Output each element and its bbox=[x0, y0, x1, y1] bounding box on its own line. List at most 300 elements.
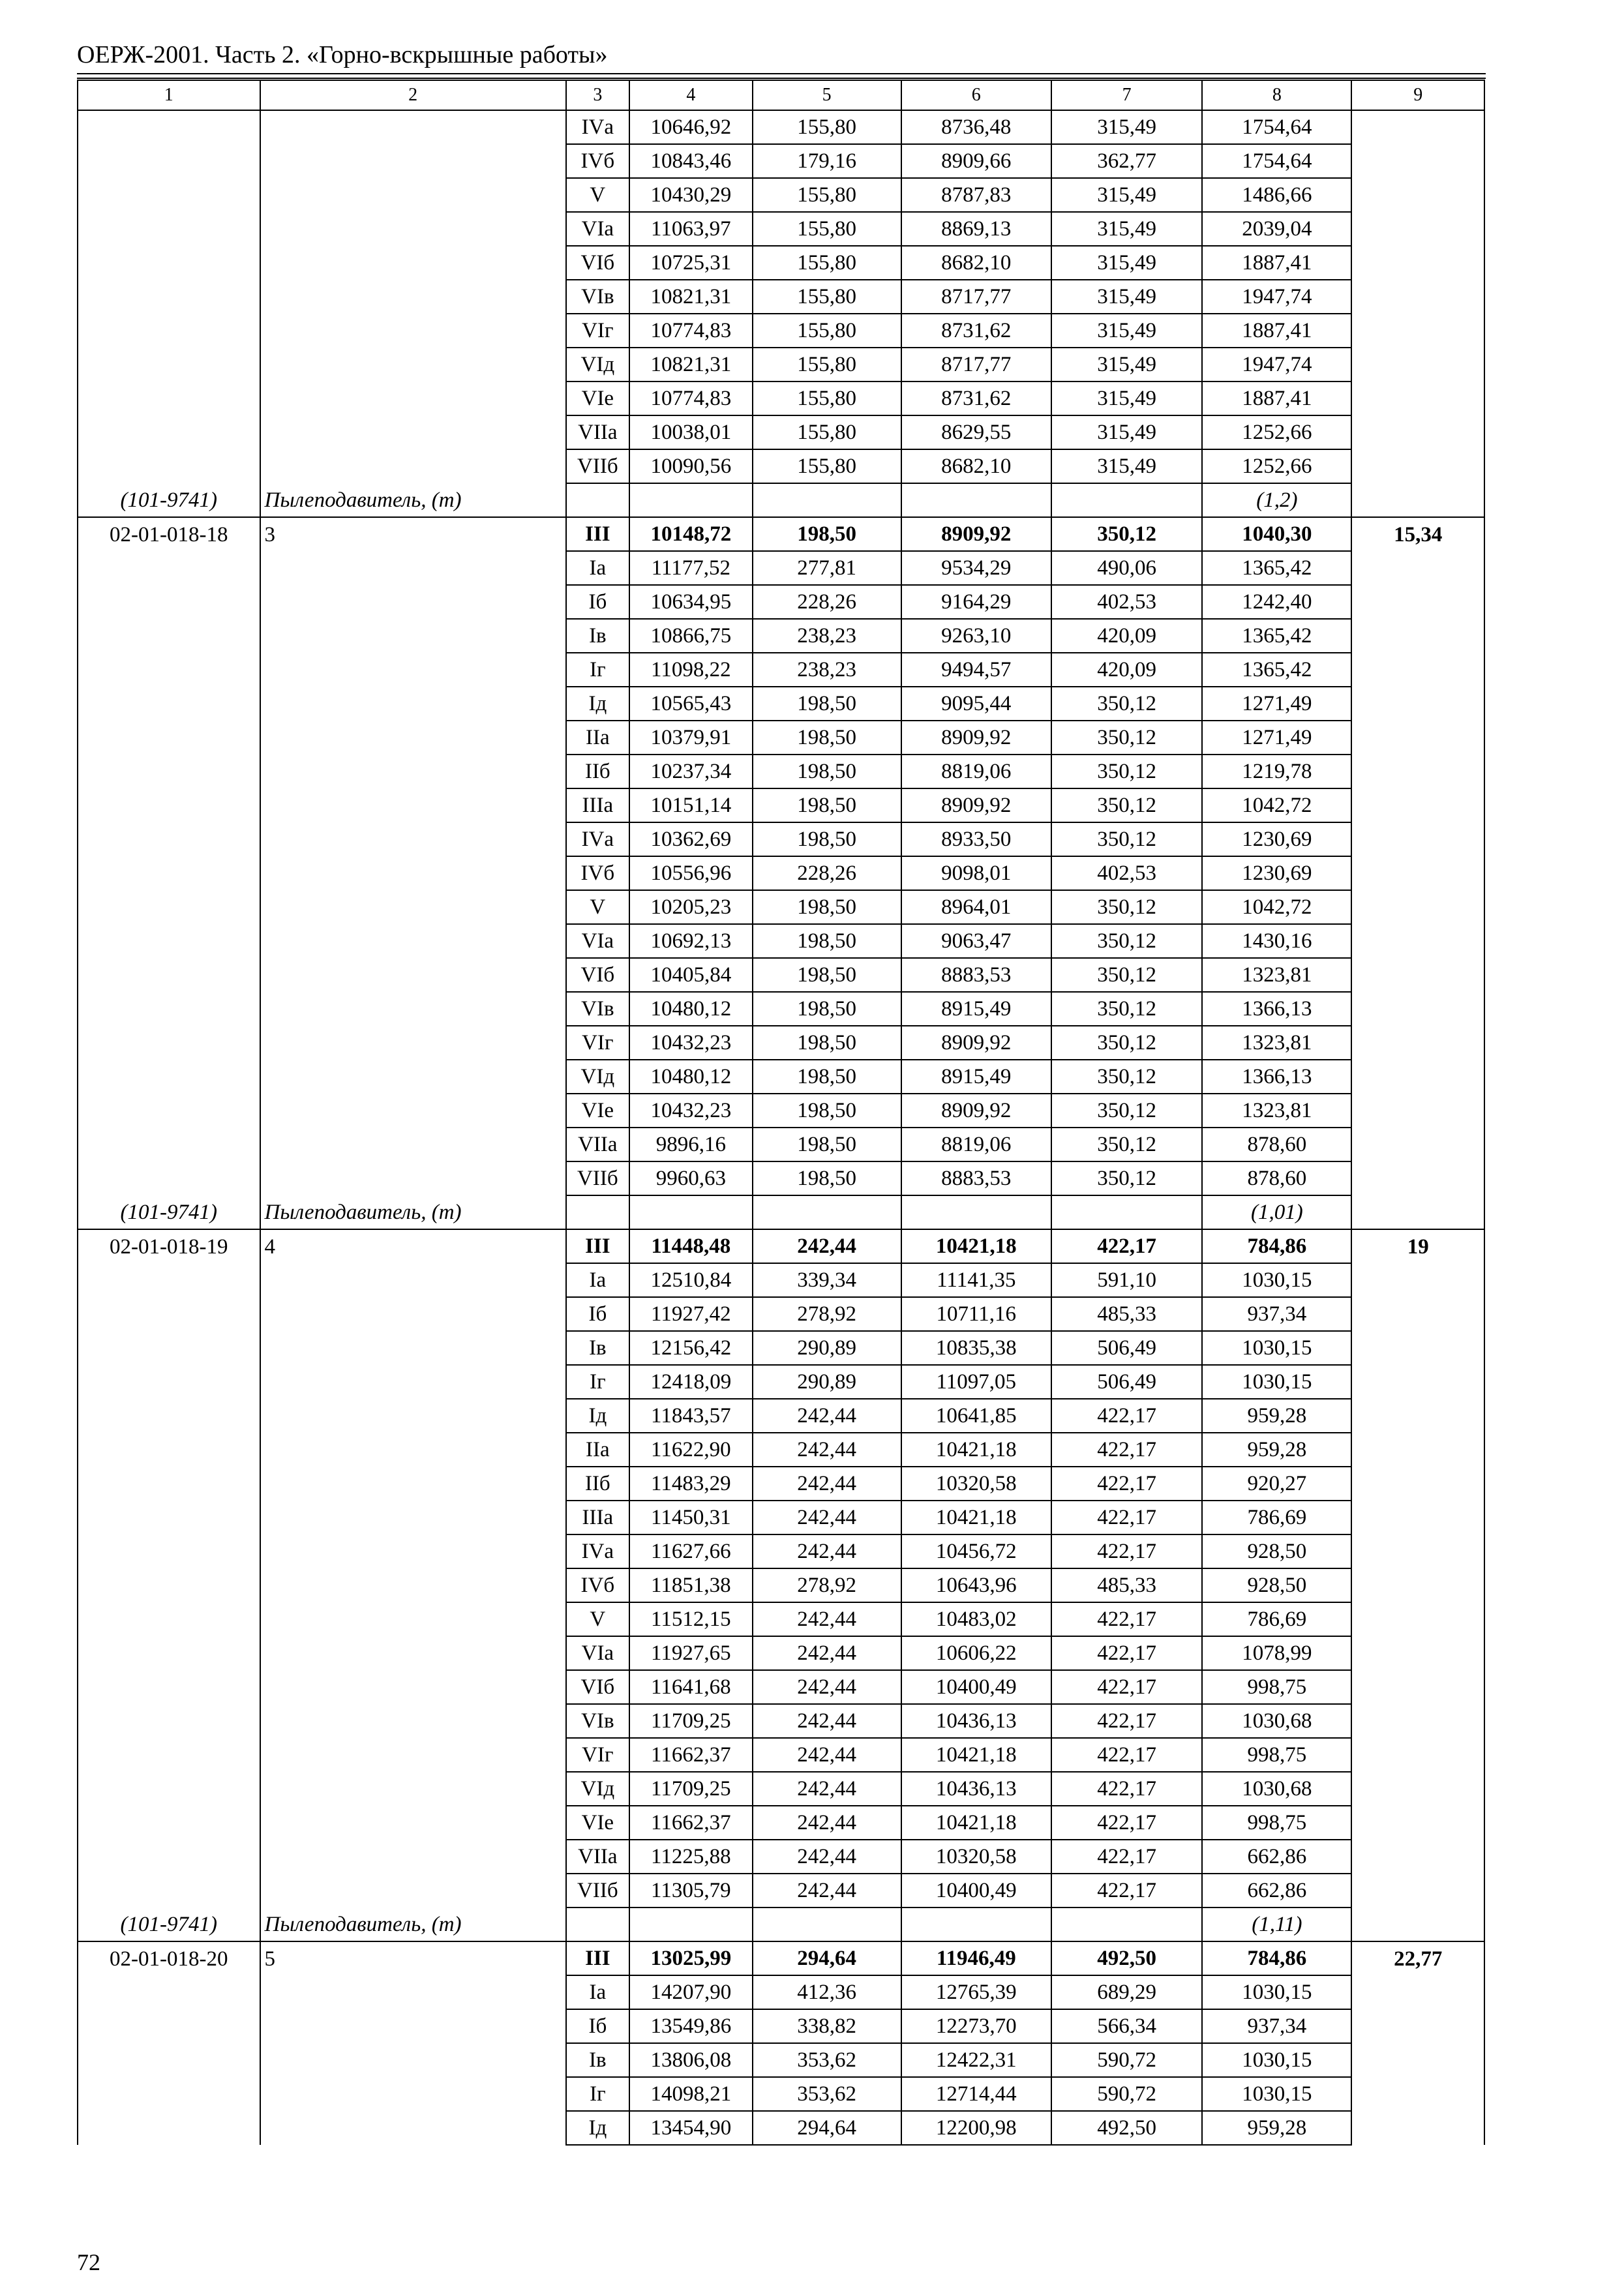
labor-cell bbox=[1351, 619, 1484, 653]
value-cell: 8883,53 bbox=[901, 1161, 1051, 1195]
labor-cell bbox=[1351, 788, 1484, 822]
table-row bbox=[78, 1399, 1484, 1433]
material-quantity: (1,01) bbox=[1202, 1195, 1351, 1229]
rate-code-cell bbox=[78, 1704, 260, 1738]
value-cell: 315,49 bbox=[1051, 382, 1202, 415]
work-name-cell bbox=[260, 1806, 566, 1840]
value-cell: 198,50 bbox=[753, 992, 901, 1026]
territory-zone-cell: VIб bbox=[566, 958, 629, 992]
value-cell: 11450,31 bbox=[629, 1501, 752, 1534]
value-cell: 198,50 bbox=[753, 1128, 901, 1161]
value-cell: 315,49 bbox=[1051, 246, 1202, 280]
header-rule-double bbox=[77, 78, 1486, 79]
table-row bbox=[78, 1534, 1484, 1568]
column-number-row bbox=[78, 80, 1484, 110]
labor-cell bbox=[1351, 1568, 1484, 1602]
value-cell: 1430,16 bbox=[1202, 924, 1351, 958]
work-name-cell bbox=[260, 551, 566, 585]
table-row bbox=[78, 992, 1484, 1026]
value-cell: 485,33 bbox=[1051, 1297, 1202, 1331]
value-cell: 1323,81 bbox=[1202, 1094, 1351, 1128]
value-cell: 998,75 bbox=[1202, 1738, 1351, 1772]
empty-cell bbox=[753, 1908, 901, 1941]
rate-code-cell bbox=[78, 178, 260, 212]
value-cell: 422,17 bbox=[1051, 1806, 1202, 1840]
work-name-cell bbox=[260, 1433, 566, 1467]
value-cell: 10430,29 bbox=[629, 178, 752, 212]
value-cell: 422,17 bbox=[1051, 1229, 1202, 1263]
rate-code-cell bbox=[78, 1975, 260, 2009]
value-cell: 350,12 bbox=[1051, 924, 1202, 958]
table-row bbox=[78, 110, 1484, 144]
territory-zone-cell: III bbox=[566, 1941, 629, 1975]
value-cell: 11641,68 bbox=[629, 1670, 752, 1704]
value-cell: 1030,68 bbox=[1202, 1704, 1351, 1738]
column-number: 6 bbox=[901, 80, 1051, 110]
labor-cell bbox=[1351, 1636, 1484, 1670]
value-cell: 10480,12 bbox=[629, 992, 752, 1026]
document-title: ОЕРЖ-2001. Часть 2. «Горно-вскрышные работы» bbox=[77, 41, 608, 68]
territory-zone-cell: VIа bbox=[566, 1636, 629, 1670]
work-name-cell bbox=[260, 687, 566, 721]
table-row bbox=[78, 246, 1484, 280]
rate-code-cell bbox=[78, 1161, 260, 1195]
value-cell: 11097,05 bbox=[901, 1365, 1051, 1399]
rate-code-cell bbox=[78, 1060, 260, 1094]
labor-cell bbox=[1351, 1331, 1484, 1365]
rate-code-cell bbox=[78, 280, 260, 314]
value-cell: 8736,48 bbox=[901, 110, 1051, 144]
value-cell: 12273,70 bbox=[901, 2009, 1051, 2043]
value-cell: 485,33 bbox=[1051, 1568, 1202, 1602]
value-cell: 339,34 bbox=[753, 1263, 901, 1297]
value-cell: 937,34 bbox=[1202, 2009, 1351, 2043]
page-number: 72 bbox=[77, 2249, 100, 2275]
rate-code-cell bbox=[78, 822, 260, 856]
labor-cell bbox=[1351, 1297, 1484, 1331]
value-cell: 1887,41 bbox=[1202, 314, 1351, 348]
value-cell: 590,72 bbox=[1051, 2043, 1202, 2077]
work-name-cell bbox=[260, 1365, 566, 1399]
value-cell: 8964,01 bbox=[901, 890, 1051, 924]
territory-zone-cell: VIIа bbox=[566, 1128, 629, 1161]
value-cell: 10646,92 bbox=[629, 110, 752, 144]
value-cell: 422,17 bbox=[1051, 1534, 1202, 1568]
rate-code-cell bbox=[78, 2043, 260, 2077]
value-cell: 350,12 bbox=[1051, 1094, 1202, 1128]
labor-cell bbox=[1351, 551, 1484, 585]
territory-zone-cell: IVб bbox=[566, 144, 629, 178]
rate-code-cell bbox=[78, 890, 260, 924]
value-cell: 338,82 bbox=[753, 2009, 901, 2043]
rate-code-cell bbox=[78, 992, 260, 1026]
value-cell: 1365,42 bbox=[1202, 653, 1351, 687]
labor-cell: 19 bbox=[1351, 1229, 1484, 1263]
labor-cell bbox=[1351, 2009, 1484, 2043]
value-cell: 1078,99 bbox=[1202, 1636, 1351, 1670]
value-cell: 8787,83 bbox=[901, 178, 1051, 212]
value-cell: 9063,47 bbox=[901, 924, 1051, 958]
labor-cell bbox=[1351, 1840, 1484, 1874]
value-cell: 11141,35 bbox=[901, 1263, 1051, 1297]
value-cell: 198,50 bbox=[753, 1026, 901, 1060]
value-cell: 9896,16 bbox=[629, 1128, 752, 1161]
value-cell: 155,80 bbox=[753, 178, 901, 212]
rate-code-cell bbox=[78, 788, 260, 822]
table-row bbox=[78, 822, 1484, 856]
territory-zone-cell: Iд bbox=[566, 2111, 629, 2145]
work-name-cell bbox=[260, 449, 566, 483]
page-header bbox=[77, 39, 1486, 79]
empty-cell bbox=[753, 483, 901, 517]
value-cell: 402,53 bbox=[1051, 585, 1202, 619]
empty-cell bbox=[566, 1195, 629, 1229]
value-cell: 492,50 bbox=[1051, 2111, 1202, 2145]
value-cell: 928,50 bbox=[1202, 1534, 1351, 1568]
value-cell: 10421,18 bbox=[901, 1806, 1051, 1840]
work-name-cell bbox=[260, 1738, 566, 1772]
value-cell: 198,50 bbox=[753, 958, 901, 992]
value-cell: 1030,15 bbox=[1202, 1331, 1351, 1365]
table-row bbox=[78, 1501, 1484, 1534]
territory-zone-cell: Iд bbox=[566, 1399, 629, 1433]
value-cell: 10237,34 bbox=[629, 755, 752, 788]
value-cell: 10634,95 bbox=[629, 585, 752, 619]
value-cell: 937,34 bbox=[1202, 1297, 1351, 1331]
value-cell: 12418,09 bbox=[629, 1365, 752, 1399]
work-name-cell bbox=[260, 958, 566, 992]
rate-code-cell bbox=[78, 619, 260, 653]
labor-cell bbox=[1351, 2111, 1484, 2145]
value-cell: 198,50 bbox=[753, 687, 901, 721]
value-cell: 315,49 bbox=[1051, 415, 1202, 449]
labor-cell bbox=[1351, 755, 1484, 788]
value-cell: 155,80 bbox=[753, 246, 901, 280]
value-cell: 8933,50 bbox=[901, 822, 1051, 856]
labor-cell bbox=[1351, 958, 1484, 992]
value-cell: 8909,92 bbox=[901, 788, 1051, 822]
table-row bbox=[78, 721, 1484, 755]
value-cell: 278,92 bbox=[753, 1297, 901, 1331]
material-row bbox=[78, 1908, 1484, 1941]
value-cell: 9960,63 bbox=[629, 1161, 752, 1195]
value-cell: 8682,10 bbox=[901, 246, 1051, 280]
value-cell: 242,44 bbox=[753, 1501, 901, 1534]
table-row bbox=[78, 2077, 1484, 2111]
table-row bbox=[78, 415, 1484, 449]
table-row bbox=[78, 1433, 1484, 1467]
value-cell: 10725,31 bbox=[629, 246, 752, 280]
table-row bbox=[78, 1975, 1484, 2009]
table-row bbox=[78, 1297, 1484, 1331]
labor-cell bbox=[1351, 822, 1484, 856]
value-cell: 315,49 bbox=[1051, 314, 1202, 348]
value-cell: 11709,25 bbox=[629, 1704, 752, 1738]
table-row bbox=[78, 2111, 1484, 2145]
labor-cell bbox=[1351, 2077, 1484, 2111]
labor-cell bbox=[1351, 1263, 1484, 1297]
value-cell: 198,50 bbox=[753, 890, 901, 924]
value-cell: 1754,64 bbox=[1202, 110, 1351, 144]
value-cell: 11098,22 bbox=[629, 653, 752, 687]
rate-code-cell bbox=[78, 449, 260, 483]
value-cell: 350,12 bbox=[1051, 788, 1202, 822]
table-row bbox=[78, 856, 1484, 890]
value-cell: 8915,49 bbox=[901, 992, 1051, 1026]
labor-cell bbox=[1351, 1094, 1484, 1128]
territory-zone-cell: VIг bbox=[566, 314, 629, 348]
rate-code-cell bbox=[78, 755, 260, 788]
column-number: 7 bbox=[1051, 80, 1202, 110]
empty-cell bbox=[1351, 1195, 1484, 1229]
territory-zone-cell: VIе bbox=[566, 1806, 629, 1840]
value-cell: 878,60 bbox=[1202, 1161, 1351, 1195]
work-name-cell bbox=[260, 144, 566, 178]
table-row bbox=[78, 517, 1484, 551]
value-cell: 10148,72 bbox=[629, 517, 752, 551]
value-cell: 591,10 bbox=[1051, 1263, 1202, 1297]
value-cell: 1030,15 bbox=[1202, 2043, 1351, 2077]
value-cell: 10320,58 bbox=[901, 1467, 1051, 1501]
rate-code-cell bbox=[78, 2077, 260, 2111]
rate-code-cell bbox=[78, 1501, 260, 1534]
value-cell: 242,44 bbox=[753, 1399, 901, 1433]
work-name-cell bbox=[260, 1399, 566, 1433]
table-body bbox=[78, 80, 1484, 2145]
value-cell: 12510,84 bbox=[629, 1263, 752, 1297]
value-cell: 10400,49 bbox=[901, 1874, 1051, 1908]
work-name-cell bbox=[260, 1568, 566, 1602]
table-row bbox=[78, 687, 1484, 721]
value-cell: 10436,13 bbox=[901, 1704, 1051, 1738]
value-cell: 315,49 bbox=[1051, 212, 1202, 246]
value-cell: 350,12 bbox=[1051, 721, 1202, 755]
territory-zone-cell: IIIа bbox=[566, 788, 629, 822]
work-name-cell bbox=[260, 246, 566, 280]
value-cell: 1365,42 bbox=[1202, 551, 1351, 585]
work-name-cell: 5 bbox=[260, 1941, 566, 1975]
table-row bbox=[78, 653, 1484, 687]
labor-cell bbox=[1351, 1975, 1484, 2009]
value-cell: 2039,04 bbox=[1202, 212, 1351, 246]
work-name-cell bbox=[260, 1060, 566, 1094]
table-row bbox=[78, 144, 1484, 178]
table-row bbox=[78, 788, 1484, 822]
value-cell: 10090,56 bbox=[629, 449, 752, 483]
rates-table bbox=[77, 80, 1485, 2146]
value-cell: 1271,49 bbox=[1202, 687, 1351, 721]
value-cell: 786,69 bbox=[1202, 1602, 1351, 1636]
value-cell: 590,72 bbox=[1051, 2077, 1202, 2111]
value-cell: 315,49 bbox=[1051, 449, 1202, 483]
value-cell: 422,17 bbox=[1051, 1738, 1202, 1772]
value-cell: 10456,72 bbox=[901, 1534, 1051, 1568]
work-name-cell bbox=[260, 1874, 566, 1908]
labor-cell bbox=[1351, 1738, 1484, 1772]
rate-code-cell bbox=[78, 1840, 260, 1874]
value-cell: 8731,62 bbox=[901, 382, 1051, 415]
table-row bbox=[78, 619, 1484, 653]
territory-zone-cell: VIд bbox=[566, 1060, 629, 1094]
value-cell: 490,06 bbox=[1051, 551, 1202, 585]
value-cell: 242,44 bbox=[753, 1806, 901, 1840]
value-cell: 10480,12 bbox=[629, 1060, 752, 1094]
rate-code-cell bbox=[78, 1433, 260, 1467]
territory-zone-cell: VIг bbox=[566, 1738, 629, 1772]
table-row bbox=[78, 1704, 1484, 1738]
header-rule bbox=[77, 73, 1486, 74]
territory-zone-cell: IIа bbox=[566, 1433, 629, 1467]
empty-cell bbox=[566, 1908, 629, 1941]
value-cell: 1366,13 bbox=[1202, 992, 1351, 1026]
table-row bbox=[78, 1365, 1484, 1399]
territory-zone-cell: VIа bbox=[566, 924, 629, 958]
table-row bbox=[78, 924, 1484, 958]
value-cell: 420,09 bbox=[1051, 619, 1202, 653]
value-cell: 1230,69 bbox=[1202, 822, 1351, 856]
value-cell: 662,86 bbox=[1202, 1840, 1351, 1874]
labor-cell bbox=[1351, 1128, 1484, 1161]
column-number: 8 bbox=[1202, 80, 1351, 110]
value-cell: 9164,29 bbox=[901, 585, 1051, 619]
work-name-cell bbox=[260, 415, 566, 449]
value-cell: 689,29 bbox=[1051, 1975, 1202, 2009]
value-cell: 242,44 bbox=[753, 1704, 901, 1738]
value-cell: 11512,15 bbox=[629, 1602, 752, 1636]
value-cell: 8869,13 bbox=[901, 212, 1051, 246]
rate-code-cell bbox=[78, 1331, 260, 1365]
value-cell: 10821,31 bbox=[629, 348, 752, 382]
work-name-cell bbox=[260, 585, 566, 619]
table-row bbox=[78, 1229, 1484, 1263]
value-cell: 11225,88 bbox=[629, 1840, 752, 1874]
rate-code-cell bbox=[78, 856, 260, 890]
value-cell: 353,62 bbox=[753, 2043, 901, 2077]
value-cell: 1042,72 bbox=[1202, 890, 1351, 924]
table-row bbox=[78, 449, 1484, 483]
table-row bbox=[78, 1161, 1484, 1195]
territory-zone-cell: III bbox=[566, 517, 629, 551]
value-cell: 422,17 bbox=[1051, 1704, 1202, 1738]
empty-cell bbox=[901, 1908, 1051, 1941]
work-name-cell bbox=[260, 1467, 566, 1501]
territory-zone-cell: VIб bbox=[566, 246, 629, 280]
value-cell: 179,16 bbox=[753, 144, 901, 178]
value-cell: 959,28 bbox=[1202, 2111, 1351, 2145]
rate-code-cell bbox=[78, 1094, 260, 1128]
territory-zone-cell: VIIа bbox=[566, 415, 629, 449]
value-cell: 1030,15 bbox=[1202, 1975, 1351, 2009]
labor-cell bbox=[1351, 1806, 1484, 1840]
rate-code-cell: 02-01-018-20 bbox=[78, 1941, 260, 1975]
value-cell: 350,12 bbox=[1051, 822, 1202, 856]
labor-cell bbox=[1351, 382, 1484, 415]
value-cell: 10421,18 bbox=[901, 1501, 1051, 1534]
value-cell: 14098,21 bbox=[629, 2077, 752, 2111]
work-name-cell bbox=[260, 1094, 566, 1128]
labor-cell bbox=[1351, 1534, 1484, 1568]
value-cell: 198,50 bbox=[753, 721, 901, 755]
rate-code-cell bbox=[78, 110, 260, 144]
value-cell: 14207,90 bbox=[629, 1975, 752, 2009]
work-name-cell bbox=[260, 788, 566, 822]
rate-code-cell bbox=[78, 212, 260, 246]
empty-cell bbox=[753, 1195, 901, 1229]
value-cell: 422,17 bbox=[1051, 1874, 1202, 1908]
value-cell: 9095,44 bbox=[901, 687, 1051, 721]
value-cell: 784,86 bbox=[1202, 1229, 1351, 1263]
value-cell: 12422,31 bbox=[901, 2043, 1051, 2077]
value-cell: 1219,78 bbox=[1202, 755, 1351, 788]
value-cell: 242,44 bbox=[753, 1602, 901, 1636]
work-name-cell bbox=[260, 721, 566, 755]
work-name-cell bbox=[260, 1263, 566, 1297]
value-cell: 155,80 bbox=[753, 212, 901, 246]
value-cell: 506,49 bbox=[1051, 1365, 1202, 1399]
empty-cell bbox=[1051, 483, 1202, 517]
territory-zone-cell: Iб bbox=[566, 1297, 629, 1331]
value-cell: 350,12 bbox=[1051, 687, 1202, 721]
value-cell: 155,80 bbox=[753, 415, 901, 449]
territory-zone-cell: IIб bbox=[566, 1467, 629, 1501]
rate-code-cell bbox=[78, 1738, 260, 1772]
table-row bbox=[78, 1568, 1484, 1602]
value-cell: 1323,81 bbox=[1202, 1026, 1351, 1060]
rate-code-cell bbox=[78, 382, 260, 415]
value-cell: 998,75 bbox=[1202, 1670, 1351, 1704]
value-cell: 10432,23 bbox=[629, 1026, 752, 1060]
value-cell: 928,50 bbox=[1202, 1568, 1351, 1602]
material-quantity: (1,2) bbox=[1202, 483, 1351, 517]
territory-zone-cell: VIIа bbox=[566, 1840, 629, 1874]
value-cell: 422,17 bbox=[1051, 1772, 1202, 1806]
labor-cell bbox=[1351, 280, 1484, 314]
value-cell: 1887,41 bbox=[1202, 246, 1351, 280]
table-row bbox=[78, 1060, 1484, 1094]
territory-zone-cell: VIе bbox=[566, 382, 629, 415]
empty-cell bbox=[901, 1195, 1051, 1229]
value-cell: 198,50 bbox=[753, 1161, 901, 1195]
material-quantity: (1,11) bbox=[1202, 1908, 1351, 1941]
material-code: (101-9741) bbox=[78, 1195, 260, 1229]
value-cell: 8909,92 bbox=[901, 1026, 1051, 1060]
territory-zone-cell: Iг bbox=[566, 2077, 629, 2111]
column-number: 4 bbox=[629, 80, 752, 110]
value-cell: 11927,42 bbox=[629, 1297, 752, 1331]
empty-cell bbox=[629, 1908, 752, 1941]
table-row bbox=[78, 551, 1484, 585]
work-name-cell bbox=[260, 1840, 566, 1874]
territory-zone-cell: VIIб bbox=[566, 1874, 629, 1908]
value-cell: 8909,92 bbox=[901, 1094, 1051, 1128]
territory-zone-cell: IVа bbox=[566, 1534, 629, 1568]
work-name-cell bbox=[260, 1128, 566, 1161]
work-name-cell bbox=[260, 314, 566, 348]
work-name-cell bbox=[260, 653, 566, 687]
value-cell: 198,50 bbox=[753, 822, 901, 856]
value-cell: 11448,48 bbox=[629, 1229, 752, 1263]
value-cell: 10151,14 bbox=[629, 788, 752, 822]
column-number: 3 bbox=[566, 80, 629, 110]
territory-zone-cell: V bbox=[566, 1602, 629, 1636]
value-cell: 10320,58 bbox=[901, 1840, 1051, 1874]
rate-code-cell bbox=[78, 1772, 260, 1806]
rate-code-cell bbox=[78, 958, 260, 992]
work-name-cell: 4 bbox=[260, 1229, 566, 1263]
material-name: Пылеподавитель, (т) bbox=[260, 1195, 566, 1229]
value-cell: 278,92 bbox=[753, 1568, 901, 1602]
value-cell: 10866,75 bbox=[629, 619, 752, 653]
